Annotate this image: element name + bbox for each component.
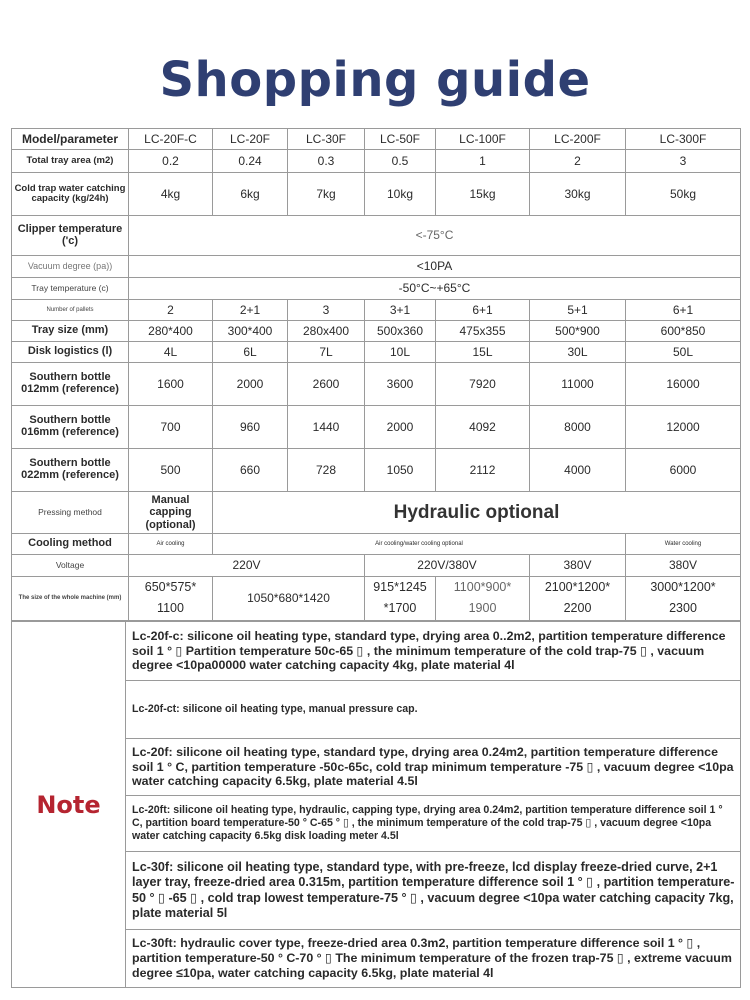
value-cell: 1050 [365,449,436,492]
model-cell: LC-300F [626,129,741,150]
size-line: 2200 [563,601,592,616]
value-cell: 280x400 [288,321,365,342]
value-cell: 300*400 [213,321,288,342]
value-cell: 500x360 [365,321,436,342]
size-cell: 1050*680*1420 [213,577,365,621]
value-cell: 0.2 [129,150,213,173]
value-cell: 700 [129,406,213,449]
note-item: Lc-20f-c: silicone oil heating type, standard type, drying area 0..2m2, partition temperature difference soil 1 ° ▯ Partition temperature 50c-65 ▯ , the minimum temperature of the cold trap-75 ▯ , vacuum degree <10pa00000 water catching capacity 4kg, plate material 4l [126,622,741,681]
value-cell: 10L [365,342,436,363]
value-cell: 2 [530,150,626,173]
size-cell [530,577,626,621]
row-label: Southern bottle 012mm (reference) [12,363,129,406]
value-cell: 3+1 [365,300,436,321]
value-cell: 6+1 [626,300,741,321]
row-label: The size of the whole machine (mm) [12,577,129,621]
value-cell: 728 [288,449,365,492]
value-cell: 30L [530,342,626,363]
note-item: Lc-20f-ct: silicone oil heating type, manual pressure cap. [126,681,741,739]
value-cell: 15kg [436,173,530,216]
size-cell [129,577,213,621]
voltage-cell: 220V/380V [365,555,530,577]
model-cell: LC-50F [365,129,436,150]
clipper-row [12,216,741,256]
value-cell: 600*850 [626,321,741,342]
value-cell: 0.24 [213,150,288,173]
size-line: 1900 [468,601,497,616]
value-cell: 30kg [530,173,626,216]
value-cell: 1600 [129,363,213,406]
vacuum-row [12,256,741,278]
row-label: Disk logistics (l) [12,342,129,363]
note-label: Note [12,622,126,988]
value-cell: 50kg [626,173,741,216]
value-cell: 8000 [530,406,626,449]
note-item: Lc-20f: silicone oil heating type, standard type, drying area 0.24m2, partition temperature difference soil 1 ° C, partition temperature -50c-65c, cold trap minimum temperature -75 ▯ , vacuum degree <10pa water catching capacity 6.5kg, plate material 4.5l [126,739,741,796]
value-cell: 4000 [530,449,626,492]
size-row [12,577,741,621]
row-label: Southern bottle 022mm (reference) [12,449,129,492]
cooling-row [12,534,741,555]
tray-area-row [12,150,741,173]
spec-table [11,128,741,621]
value-cell: 50L [626,342,741,363]
voltage-cell: 380V [530,555,626,577]
value-cell: -50°C~+65°C [129,278,741,300]
value-cell: 3600 [365,363,436,406]
voltage-row [12,555,741,577]
air-cooling-cell: Air cooling [129,534,213,555]
size-line: 1100 [157,601,184,616]
note-item: Lc-30f: silicone oil heating type, standard type, with pre-freeze, lcd display freeze-dried curve, 2+1 layer tray, freeze-dried area 0.315m, partition temperature difference soil 1 ° ▯ , partition temperature-50 ° ▯ -65 ▯ , cold trap lowest temperature-75 ° ▯ , vacuum degree <10pa water catching capacity 7kg, plate material 5l [126,852,741,930]
row-label: Cold trap water catching capacity (kg/24h) [12,173,129,216]
value-cell: 1440 [288,406,365,449]
value-cell: 280*400 [129,321,213,342]
size-cell [365,577,436,621]
value-cell: 5+1 [530,300,626,321]
size-line: 650*575* [144,580,197,594]
pressing-row [12,492,741,534]
value-cell: 6L [213,342,288,363]
page-title: Shopping guide [159,52,591,108]
cold-trap-row [12,173,741,216]
value-cell: 1 [436,150,530,173]
bottle12-row [12,363,741,406]
model-cell: LC-30F [288,129,365,150]
row-label: Cooling method [12,534,129,555]
value-cell: 4092 [436,406,530,449]
model-cell: LC-100F [436,129,530,150]
size-line: 1100*900* [453,580,512,594]
value-cell: 500*900 [530,321,626,342]
voltage-cell: 380V [626,555,741,577]
header-row [12,129,741,150]
pallets-row [12,300,741,321]
value-cell: 2 [129,300,213,321]
water-cooling-cell: Water cooling [626,534,741,555]
value-cell: 475x355 [436,321,530,342]
value-cell: 0.3 [288,150,365,173]
row-label: Pressing method [12,492,129,534]
size-line: 915*1245 [373,580,427,594]
value-cell: 2000 [213,363,288,406]
row-label: Total tray area (m2) [12,150,129,173]
manual-capping-cell: Manual capping (optional) [129,492,213,534]
value-cell: 4kg [129,173,213,216]
value-cell: 6000 [626,449,741,492]
model-cell: LC-20F-C [129,129,213,150]
row-label: Southern bottle 016mm (reference) [12,406,129,449]
row-label: Tray temperature (c) [12,278,129,300]
note-row [12,622,741,681]
size-line: *1700 [383,601,417,616]
value-cell: 0.5 [365,150,436,173]
disk-row [12,342,741,363]
note-item: Lc-30ft: hydraulic cover type, freeze-dried area 0.3m2, partition temperature difference soil 1 ° ▯ , partition temperature-50 ° C-70 ° ▯ The minimum temperature of the frozen trap-75 ▯ , extreme vacuum degree ≤10pa, water catching capacity 6.5kg, plate material 4l [126,930,741,988]
value-cell: 2000 [365,406,436,449]
value-cell: 6kg [213,173,288,216]
size-line: 3000*1200* [650,580,716,594]
value-cell: 12000 [626,406,741,449]
tray-temp-row [12,278,741,300]
bottle16-row [12,406,741,449]
tray-size-row [12,321,741,342]
size-line: 2100*1200* [544,580,611,594]
row-label: Clipper temperature ('c) [12,216,129,256]
value-cell: 3 [288,300,365,321]
value-cell: 7920 [436,363,530,406]
model-cell: LC-20F [213,129,288,150]
value-cell: 11000 [530,363,626,406]
value-cell: 10kg [365,173,436,216]
value-cell: <10PA [129,256,741,278]
row-label: Tray size (mm) [12,321,129,342]
voltage-cell: 220V [129,555,365,577]
size-cell [436,577,530,621]
size-line: 2300 [669,601,697,616]
value-cell: 3 [626,150,741,173]
value-cell: 16000 [626,363,741,406]
value-cell: 960 [213,406,288,449]
value-cell: 4L [129,342,213,363]
row-label: Vacuum degree (pa)) [12,256,129,278]
value-cell: 500 [129,449,213,492]
value-cell: 2+1 [213,300,288,321]
value-cell: 15L [436,342,530,363]
note-item: Lc-20ft: silicone oil heating type, hydraulic, capping type, drying area 0.24m2, partition temperature difference soil 1 ° C, partition board temperature-50 ° C-65 ° ▯ , the minimum temperature of the cold trap-75 ▯ , vacuum degree <10pa water catching capacity 6.5kg disk loading meter 4.5l [126,796,741,852]
size-cell [626,577,741,621]
row-label: Voltage [12,555,129,577]
mixed-cooling-cell: Air cooling/water cooling optional [213,534,626,555]
value-cell: 2600 [288,363,365,406]
value-cell: 7kg [288,173,365,216]
value-cell: <-75°C [129,216,741,256]
hydraulic-cell: Hydraulic optional [213,492,741,534]
model-cell: LC-200F [530,129,626,150]
row-label: Number of pallets [12,300,129,321]
bottle22-row [12,449,741,492]
value-cell: 660 [213,449,288,492]
header-label: Model/parameter [12,129,129,150]
value-cell: 6+1 [436,300,530,321]
notes-table [11,621,741,988]
value-cell: 2112 [436,449,530,492]
value-cell: 7L [288,342,365,363]
